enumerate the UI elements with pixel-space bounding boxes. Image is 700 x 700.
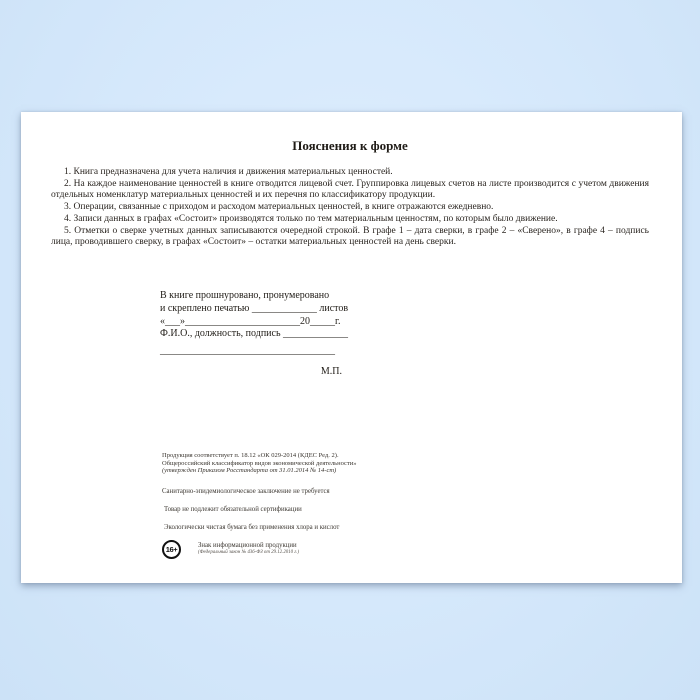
certification-line-2: и скреплено печатью _____________ листов <box>160 302 349 314</box>
certification-line-1: В книге прошнуровано, пронумеровано <box>160 290 330 301</box>
instruction-paragraph-5: 5. Отметки о сверке учетных данных записываются очередной строкой. В графе 1 – дата сверки, в графе 2 – «Сверено», в графе 4 – подпись лица, проводившего сверку, в графах «Состоит» – остатки материальных ценностей на день сверки. <box>51 225 649 248</box>
instruction-paragraph-4: 4. Записи данных в графах «Состоит» производятся только по тем материальным ценностям, по которым было движение. <box>64 213 558 224</box>
compliance-note <box>162 452 422 475</box>
info-product-sign-row <box>162 540 422 559</box>
document-page <box>21 112 682 583</box>
sanitary-note: Санитарно-эпидемиологическое заключение не требуется <box>162 487 330 495</box>
product-info-block <box>162 452 422 559</box>
certification-line-3: «___»_______________________20_____г. <box>160 315 341 327</box>
compliance-line-2: Общероссийский классификатор видов экономической деятельности» <box>162 459 357 467</box>
info-product-sign-text <box>198 540 299 556</box>
certification-line-4: Ф.И.О., должность, подпись _____________ <box>160 328 349 340</box>
info-product-sign-label: Знак информационной продукции <box>198 541 297 549</box>
certification-note: Товар не подлежит обязательной сертификации <box>164 505 302 513</box>
age-rating-16-icon: 16+ <box>162 540 181 559</box>
instruction-paragraph-1: 1. Книга предназначена для учета наличия и движения материальных ценностей. <box>64 167 393 177</box>
certification-block <box>160 290 348 379</box>
compliance-line-3: (утвержден Приказом Росстандарта от 31.01.2014 № 14-ст) <box>162 467 337 475</box>
instructions-list <box>51 167 649 249</box>
seal-placeholder: М.П. <box>320 365 342 377</box>
page-title: Пояснения к форме <box>292 138 408 153</box>
instruction-paragraph-2: 2. На каждое наименование ценностей в книге отводится лицевой счет. Группировка лицевых счетов на листе производится с учетом движения отдельных номенклатур материальных ценностей и их перечня по классификатору продукции. <box>51 178 649 201</box>
compliance-line-1: Продукция соответствует п. 18.12 «ОК 029-2014 (КДЕС Ред. 2). <box>162 452 339 459</box>
eco-note: Экологически чистая бумага без применения хлора и кислот <box>164 523 340 531</box>
certification-signature-rule: ___________________________________ <box>160 345 335 357</box>
instruction-paragraph-3: 3. Операции, связанные с приходом и расходом материальных ценностей, в книге отражаются ежедневно. <box>64 202 494 213</box>
document-content <box>21 112 682 249</box>
info-product-sign-law: (Федеральный закон № 436-ФЗ от 29.12.2010 г.) <box>198 549 300 555</box>
